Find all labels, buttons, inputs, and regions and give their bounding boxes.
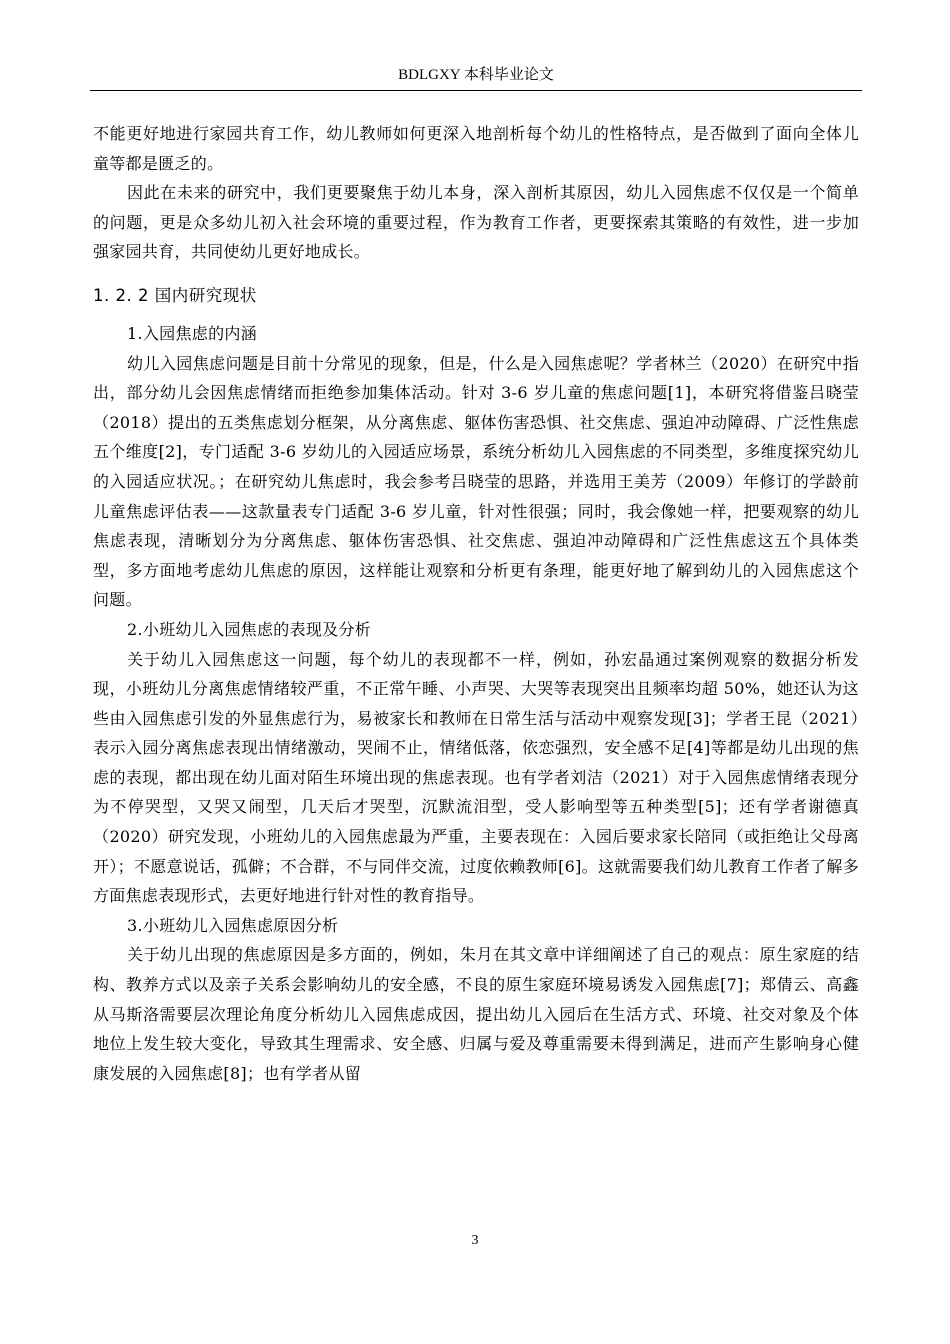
body-text [93,119,859,1088]
paragraph-continuation: 不能更好地进行家园共育工作，幼儿教师如何更深入地剖析每个幼儿的性格特点，是否做到了面向全体儿童等都是匮乏的。 [93,124,859,173]
page-number: 3 [471,1233,479,1248]
paragraph-causes: 关于幼儿出现的焦虑原因是多方面的，例如，朱月在其文章中详细阐述了自己的观点：原生家庭的结构、教养方式以及亲子关系会影响幼儿的安全感，不良的原生家庭环境易诱发入园焦虑[7]；郑倩云、高鑫从马斯洛需要层次理论角度分析幼儿入园焦虑成因，提出幼儿入园后在生活方式、环境、社交对象及个体地位上发生较大变化，导致其生理需求、安全感、归属与爱及尊重需要未得到满足，进而产生影响身心健康发展的入园焦虑[8]；也有学者从留 [93,945,859,1083]
subheading-manifestation: 2.小班幼儿入园焦虑的表现及分析 [127,619,372,639]
header-rule [90,90,862,91]
subheading-causes: 3.小班幼儿入园焦虑原因分析 [127,915,339,935]
running-header: BDLGXY 本科毕业论文 [398,67,554,83]
section-heading: 1. 2. 2 国内研究现状 [93,285,257,305]
subheading-connotation: 1.入园焦虑的内涵 [127,323,257,343]
paragraph-future-research: 因此在未来的研究中，我们更要聚焦于幼儿本身，深入剖析其原因，幼儿入园焦虑不仅仅是一个简单的问题，更是众多幼儿初入社会环境的重要过程，作为教育工作者，更要探索其策略的有效性，进一步加强家园共育，共同使幼儿更好地成长。 [93,183,859,262]
paragraph-manifestation: 关于幼儿入园焦虑这一问题，每个幼儿的表现都不一样，例如，孙宏晶通过案例观察的数据分析发现，小班幼儿分离焦虑情绪较严重，不正常午睡、小声哭、大哭等表现突出且频率均超 50%，她还认为这些由入园焦虑引发的外显焦虑行为，易被家长和教师在日常生活与活动中观察发现[3]；学者王昆（2021）表示入园分离焦虑表现出情绪激动，哭闹不止，情绪低落，依恋强烈，安全感不足[4]等都是幼儿出现的焦虑的表现，都出现在幼儿面对陌生环境出现的焦虑表现。也有学者刘洁（2021）对于入园焦虑情绪表现分为不停哭型，又哭又闹型，几天后才哭型，沉默流泪型，受人影响型等五种类型[5]；还有学者谢德真（2020）研究发现，小班幼儿的入园焦虑最为严重，主要表现在：入园后要求家长陪同（或拒绝让父母离开）；不愿意说话，孤僻；不合群，不与同伴交流，过度依赖教师[6]。这就需要我们幼儿教育工作者了解多方面焦虑表现形式，去更好地进行针对性的教育指导。 [93,649,859,906]
paragraph-connotation: 幼儿入园焦虑问题是目前十分常见的现象，但是，什么是入园焦虑呢？学者林兰（2020）在研究中指出，部分幼儿会因焦虑情绪而拒绝参加集体活动。针对 3-6 岁儿童的焦虑问题[1]，本研究将借鉴吕晓莹（2018）提出的五类焦虑划分框架，从分离焦虑、躯体伤害恐惧、社交焦虑、强迫冲动障碍、广泛性焦虑五个维度[2]，专门适配 3-6 岁幼儿的入园适应场景，系统分析幼儿入园焦虑的不同类型，多维度探究幼儿的入园适应状况。；在研究幼儿焦虑时，我会参考吕晓莹的思路，并选用王美芳（2009）年修订的学龄前儿童焦虑评估表——这款量表专门适配 3-6 岁儿童，针对性很强；同时，我会像她一样，把要观察的幼儿焦虑表现，清晰划分为分离焦虑、躯体伤害恐惧、社交焦虑、强迫冲动障碍和广泛性焦虑这五个具体类型，多方面地考虑幼儿焦虑的原因，这样能让观察和分析更有条理，能更好地了解到幼儿的入园焦虑这个问题。 [93,353,859,610]
